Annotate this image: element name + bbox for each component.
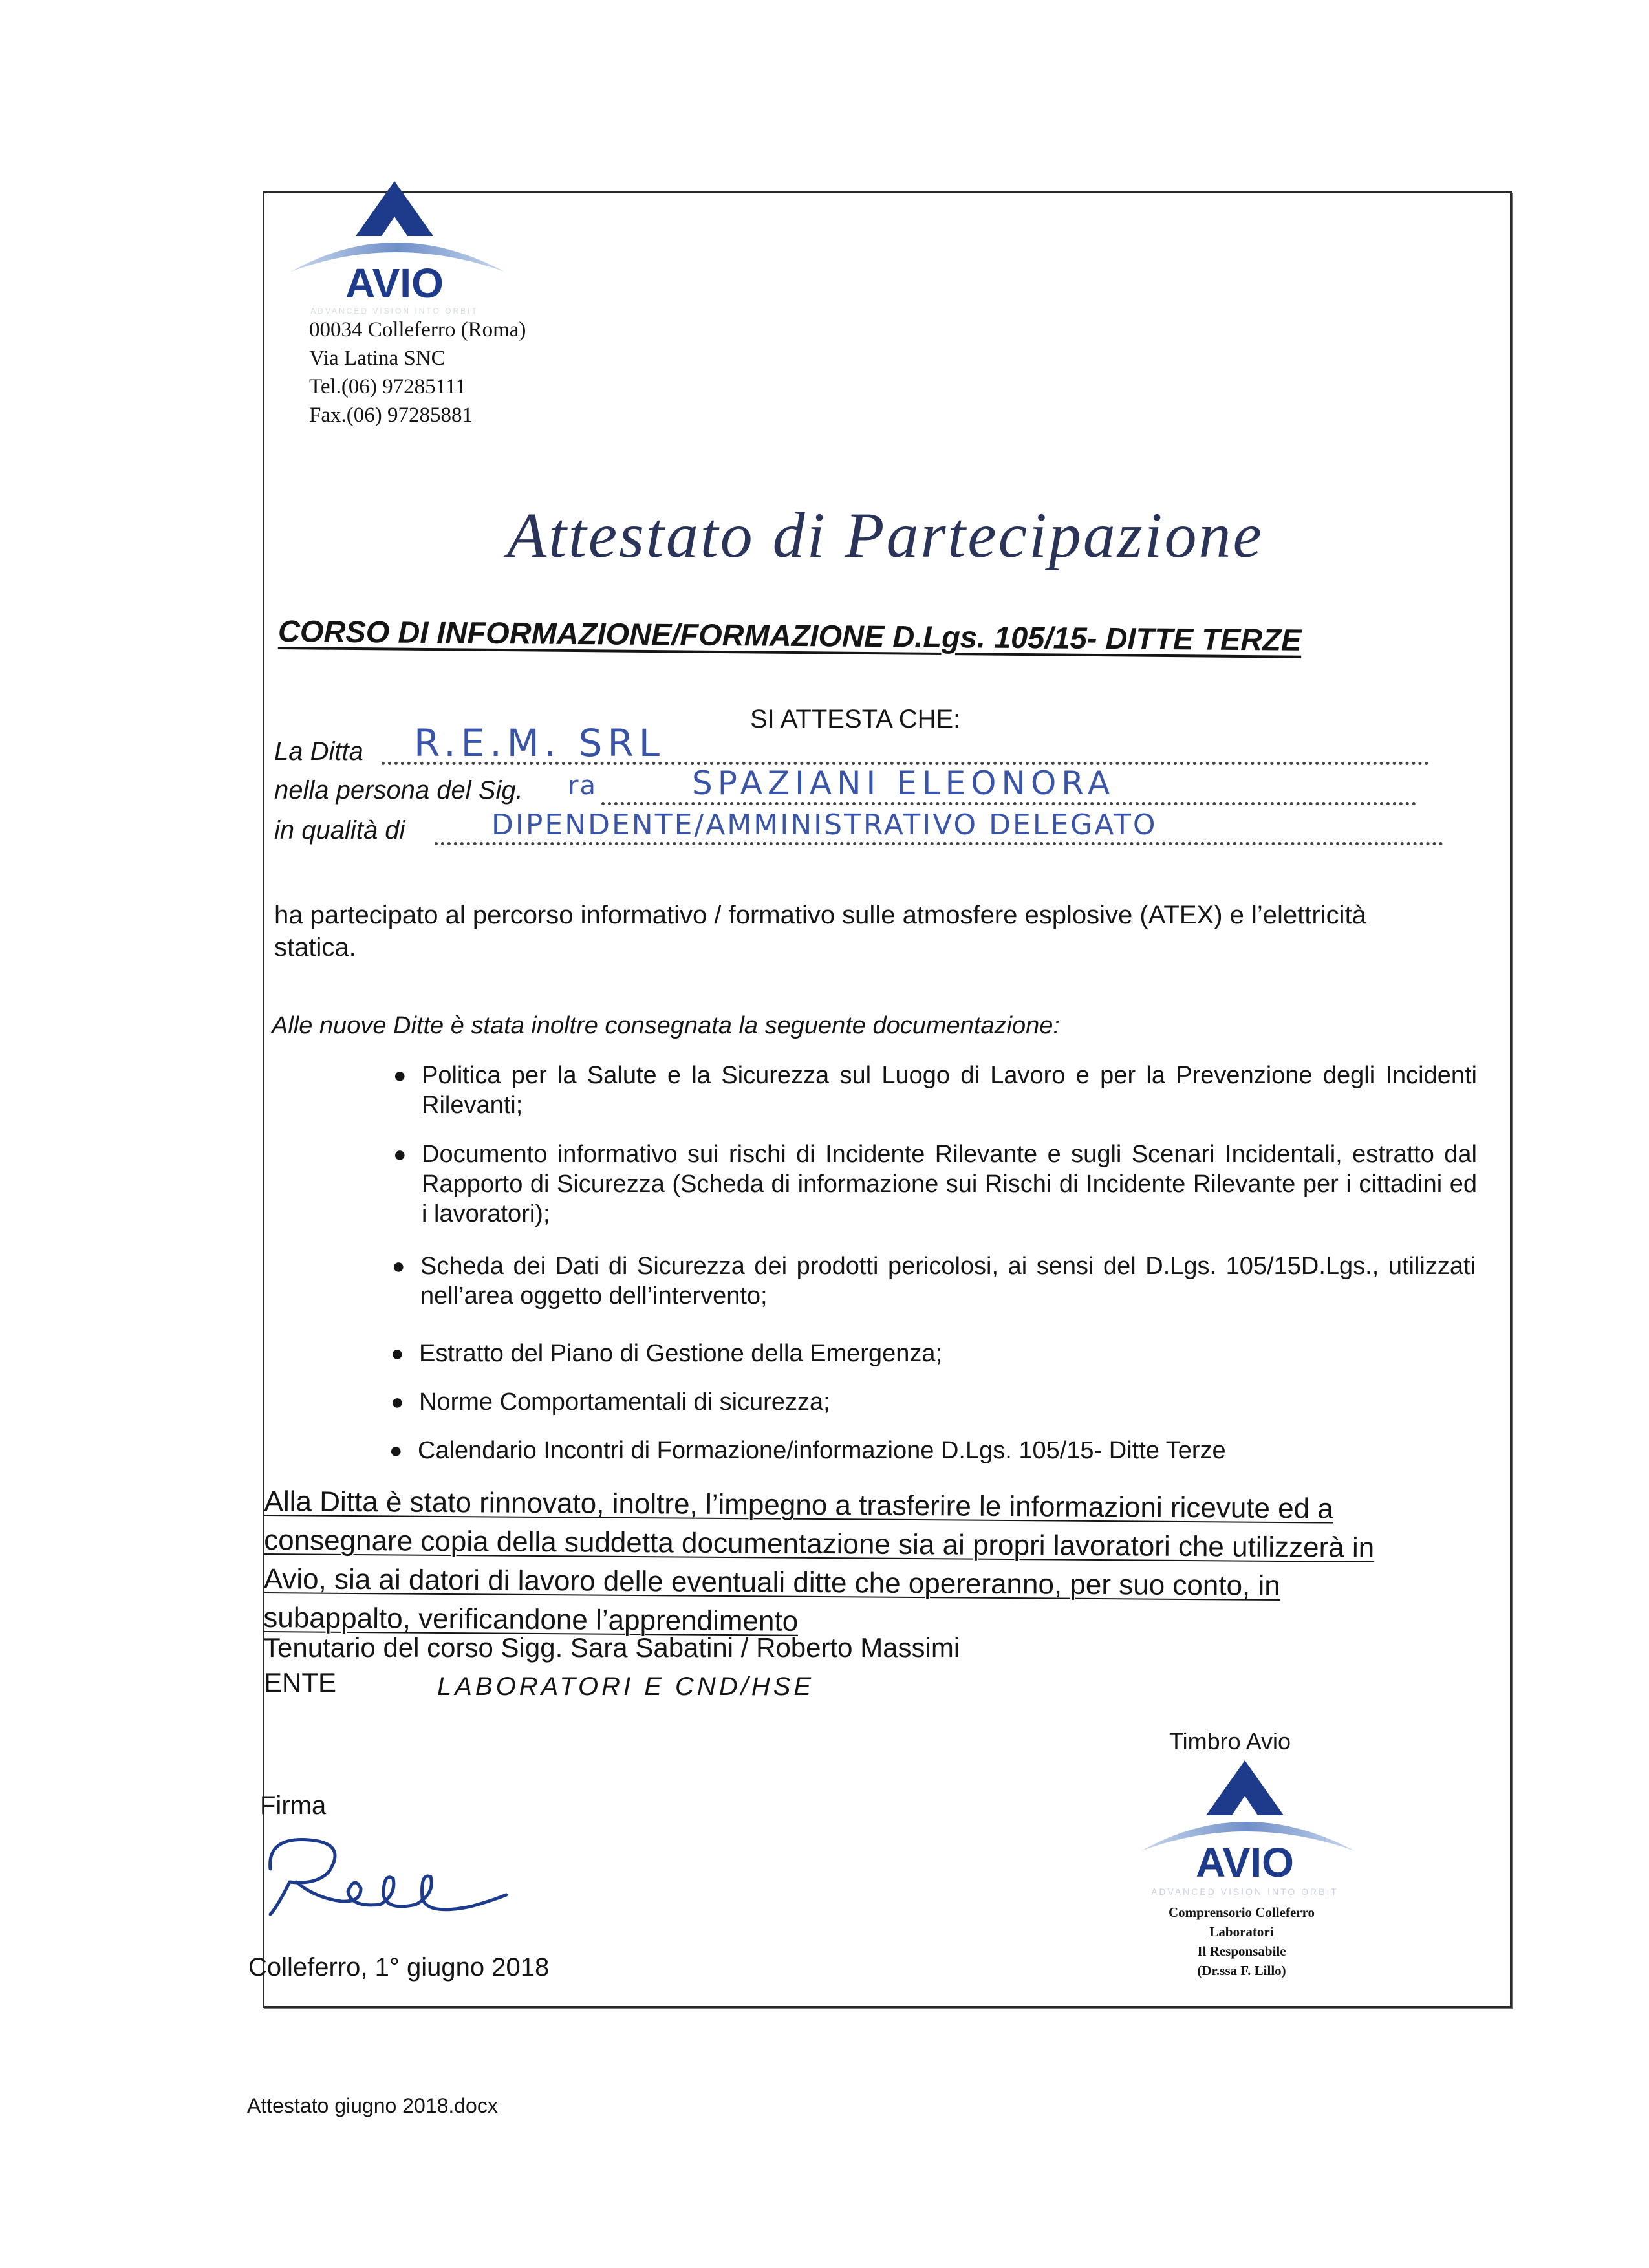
logo-tagline: ADVANCED VISION INTO ORBIT <box>310 307 479 316</box>
ente-value: LABORATORI E CND/HSE <box>437 1672 815 1701</box>
persona-label: nella persona del Sig. <box>274 776 523 805</box>
stamp-line: Laboratori <box>1209 1924 1274 1939</box>
qualita-dotted-line <box>435 842 1443 845</box>
course-title: CORSO DI INFORMAZIONE/FORMAZIONE D.Lgs. 105/15- DITTE TERZE <box>277 614 1302 657</box>
list-item <box>393 1139 1477 1229</box>
qualita-value: DIPENDENTE/AMMINISTRATIVO DELEGATO <box>491 808 1158 841</box>
bullet-icon: ● <box>391 1341 404 1366</box>
list-item-text: Documento informativo sui rischi di Incidente Rilevante e sugli Scenari Incidentali, estratto dal Rapporto di Sicurezza (Scheda di informazione sui Rischi di Incidente Rilevante per i cittadini ed i lavoratori); <box>422 1141 1477 1227</box>
address-line: Fax.(06) 97285881 <box>309 404 473 427</box>
bullet-icon: ● <box>389 1438 403 1463</box>
stamp-line: (Dr.ssa F. Lillo) <box>1197 1963 1286 1978</box>
avio-stamp-logo <box>1125 1754 1371 1903</box>
signature <box>257 1824 516 1927</box>
si-attesta-heading: SI ATTESTA CHE: <box>750 705 961 733</box>
timbro-label: Timbro Avio <box>1169 1728 1291 1755</box>
bullet-icon: ● <box>391 1390 404 1414</box>
list-item <box>391 1387 1474 1417</box>
address-line: 00034 Colleferro (Roma) <box>309 318 526 341</box>
list-item <box>393 1061 1477 1120</box>
commitment-text: Alla Ditta è stato rinnovato, inoltre, l’impegno a trasferire le informazioni ricevute ed a consegnare copia della suddetta documentazione sia ai propri lavoratori che utilizzerà in Avio, sia ai datori di lavoro delle eventuali ditte che opereranno, per suo conto, in subappalto, verificandone l’apprendimento <box>263 1485 1375 1637</box>
stamp-line: Comprensorio Colleferro <box>1168 1905 1315 1920</box>
ditta-label: La Ditta <box>274 737 363 766</box>
bullet-icon: ● <box>392 1254 405 1279</box>
list-item-text: Scheda dei Dati di Sicurezza dei prodotti pericolosi, ai sensi del D.Lgs. 105/15D.Lgs., utilizzati nell’area oggetto dell’intervento; <box>420 1253 1476 1310</box>
firma-label: Firma <box>260 1791 327 1820</box>
list-item-text: Calendario Incontri di Formazione/informazione D.Lgs. 105/15- Ditte Terze <box>418 1437 1226 1464</box>
list-item <box>392 1251 1476 1311</box>
place-date: Colleferro, 1° giugno 2018 <box>248 1953 550 1982</box>
tenutario-text: Tenutario del corso Sigg. Sara Sabatini / Roberto Massimi <box>264 1632 960 1663</box>
bullet-icon: ● <box>393 1142 407 1167</box>
persona-value: SPAZIANI ELEONORA <box>692 764 1116 802</box>
list-item-text: Estratto del Piano di Gestione della Emergenza; <box>419 1340 943 1367</box>
persona-dotted-line <box>601 802 1416 805</box>
stamp-tagline: ADVANCED VISION INTO ORBIT <box>1151 1886 1339 1897</box>
qualita-label: in qualità di <box>274 816 405 845</box>
bullet-icon: ● <box>393 1063 407 1088</box>
avio-logo <box>285 175 530 323</box>
list-item <box>389 1436 1485 1465</box>
ditta-value: R.E.M. SRL <box>414 721 665 765</box>
stamp-text <box>1138 1903 1345 1980</box>
footer-filename: Attestato giugno 2018.docx <box>247 2094 498 2117</box>
list-item <box>391 1339 1474 1368</box>
ente-label: ENTE <box>264 1667 337 1698</box>
persona-suffix: ra <box>568 771 597 801</box>
page-title: Attestato di Partecipazione <box>507 499 1264 571</box>
stamp-logo-text: AVIO <box>1196 1839 1294 1886</box>
list-item-text: Norme Comportamentali di sicurezza; <box>419 1388 830 1416</box>
documentation-intro: Alle nuove Ditte è stata inoltre consegnata la seguente documentazione: <box>272 1012 1060 1039</box>
logo-text: AVIO <box>345 260 444 307</box>
address-line: Tel.(06) 97285111 <box>309 375 466 398</box>
list-item-text: Politica per la Salute e la Sicurezza sul Luogo di Lavoro e per la Prevenzione degli Incidenti Rilevanti; <box>422 1062 1477 1119</box>
address-line: Via Latina SNC <box>309 347 446 370</box>
participation-text: ha partecipato al percorso informativo / formativo sulle atmosfere esplosive (ATEX) e l’elettricità statica. <box>274 901 1366 962</box>
stamp-line: Il Responsabile <box>1197 1943 1286 1959</box>
